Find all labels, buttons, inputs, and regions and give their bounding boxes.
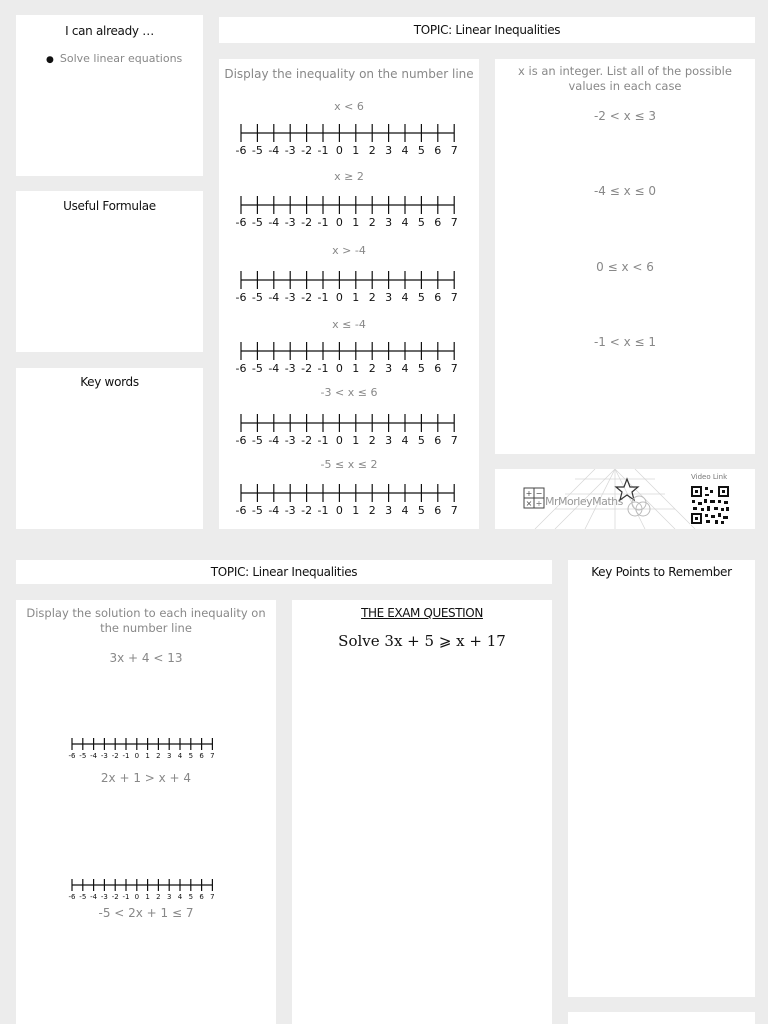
number-line-tick-label: 1 (352, 291, 360, 304)
number-line-tick-label: -6 (68, 893, 76, 901)
number-line-tick-label: -3 (284, 291, 296, 304)
number-line-tick-label: 3 (385, 504, 393, 517)
number-line-tick-label: -1 (317, 291, 329, 304)
inequality-label: x < 6 (334, 100, 364, 113)
can-already-panel (16, 15, 203, 176)
svg-text:−: − (535, 489, 543, 498)
solution-panel (16, 600, 276, 1024)
number-line-tick-label: -1 (317, 362, 329, 375)
number-line-tick-label: 6 (199, 752, 204, 760)
brand-panel (495, 469, 755, 529)
number-line-tick-label: 0 (335, 291, 343, 304)
number-line-tick-label: 4 (177, 752, 183, 760)
number-line-tick-label: 6 (434, 144, 442, 157)
number-line-tick-label: 6 (434, 362, 442, 375)
number-line-tick-label: 3 (385, 291, 393, 304)
number-line-tick-label: 7 (450, 291, 458, 304)
number-line-tick-label: -3 (284, 144, 296, 157)
number-line-tick-label: -3 (284, 216, 296, 229)
number-line-tick-label: 7 (450, 434, 458, 447)
number-line-tick-label: 7 (210, 893, 215, 901)
number-line-tick-label: 1 (145, 893, 150, 901)
number-line-tick-label: -3 (284, 434, 296, 447)
number-line-tick-label: 6 (434, 291, 442, 304)
number-line-tick-label: -5 (251, 144, 263, 157)
number-line-tick-label: 5 (417, 504, 425, 517)
number-line-tick-label: 5 (188, 893, 194, 901)
star-venn-icon (613, 477, 657, 521)
number-line-tick-label: -1 (122, 893, 130, 901)
brand-name: MrMorleyMaths (545, 495, 623, 508)
number-line-wrap (233, 409, 462, 449)
number-line-tick-label: -2 (301, 216, 313, 229)
number-line-tick-label: -1 (317, 434, 329, 447)
number-line-wrap (68, 876, 216, 903)
number-line-tick-label: 4 (401, 362, 409, 375)
exam-question: Solve 3x + 5 ⩾ x + 17 (338, 632, 506, 650)
number-line-tick-label: 0 (134, 893, 140, 901)
number-line-tick-label: -4 (268, 362, 280, 375)
number-line-instruction: Display the inequality on the number line (224, 67, 474, 81)
number-line-tick-label: -6 (68, 752, 76, 760)
bullet-icon: ● (46, 55, 54, 65)
number-line-tick-label: 1 (352, 362, 360, 375)
number-line (233, 337, 462, 377)
number-line-wrap (233, 266, 462, 306)
number-line-tick-label: -6 (235, 144, 247, 157)
number-line-tick-label: -4 (90, 752, 98, 760)
number-line-tick-label: -2 (111, 752, 119, 760)
number-line-tick-label: -1 (317, 504, 329, 517)
integer-case: -4 ≤ x ≤ 0 (593, 184, 657, 198)
video-link-label: Video Link (691, 473, 728, 481)
number-line-tick-label: -6 (235, 291, 247, 304)
number-line-tick-label: -2 (301, 504, 313, 517)
number-line (233, 409, 462, 449)
number-line-tick-label: -5 (79, 752, 87, 760)
number-line-tick-label: 6 (434, 504, 442, 517)
number-line-tick-label: 3 (166, 893, 172, 901)
key-points-panel (568, 560, 755, 997)
svg-text:+: + (525, 489, 533, 498)
number-line-tick-label: 5 (417, 362, 425, 375)
svg-text:÷: ÷ (535, 499, 543, 508)
number-line-tick-label: 4 (401, 434, 409, 447)
number-line-tick-label: 7 (450, 362, 458, 375)
number-line-tick-label: -3 (284, 504, 296, 517)
number-line (68, 735, 216, 762)
number-line-tick-label: 4 (401, 504, 409, 517)
number-line-tick-label: 4 (177, 893, 183, 901)
bottom-topic-title: TOPIC: Linear Inequalities (210, 565, 358, 579)
number-line-tick-label: -6 (235, 216, 247, 229)
number-line-tick-label: -4 (90, 893, 98, 901)
number-line-tick-label: -5 (79, 893, 87, 901)
number-line-tick-label: 6 (434, 216, 442, 229)
solution-inequality: 3x + 4 < 13 (109, 651, 183, 665)
inequality-label: -5 ≤ x ≤ 2 (320, 458, 378, 471)
key-words-title: Key words (80, 375, 139, 389)
number-line-tick-label: -1 (122, 752, 130, 760)
number-line-tick-label: -4 (268, 216, 280, 229)
number-line-tick-label: 1 (352, 434, 360, 447)
number-line-tick-label: 1 (145, 752, 150, 760)
number-line (233, 119, 462, 159)
number-line-tick-label: -2 (301, 291, 313, 304)
number-line-tick-label: 4 (401, 144, 409, 157)
number-line-tick-label: -1 (317, 144, 329, 157)
can-already-item (46, 52, 203, 65)
number-line-tick-label: -5 (251, 504, 263, 517)
inequality-label: x > -4 (332, 244, 366, 257)
number-line (68, 876, 216, 903)
integer-case: -2 < x ≤ 3 (593, 109, 657, 123)
can-already-title: I can already … (65, 24, 154, 38)
number-line-tick-label: 0 (335, 216, 343, 229)
number-line-tick-label: -5 (251, 362, 263, 375)
integer-case: -1 < x ≤ 1 (593, 335, 657, 349)
calculator-icon (523, 487, 545, 509)
number-line-tick-label: 7 (450, 144, 458, 157)
integer-instruction: x is an integer. List all of the possible values in each case (518, 64, 732, 93)
number-line-tick-label: 7 (450, 504, 458, 517)
number-line-tick-label: -2 (301, 362, 313, 375)
number-line-tick-label: 3 (385, 434, 393, 447)
number-line-tick-label: -2 (301, 144, 313, 157)
number-line-tick-label: -6 (235, 504, 247, 517)
number-line-tick-label: 5 (417, 144, 425, 157)
number-line-tick-label: 2 (156, 752, 161, 760)
number-line-tick-label: 3 (385, 144, 393, 157)
number-line-tick-label: 1 (352, 144, 360, 157)
number-line-tick-label: 1 (352, 216, 360, 229)
solution-inequality: -5 < 2x + 1 ≤ 7 (98, 906, 194, 920)
number-line (233, 479, 462, 519)
number-line-tick-label: -3 (100, 752, 108, 760)
number-line-wrap (68, 735, 216, 762)
solution-inequality: 2x + 1 > x + 4 (100, 771, 192, 785)
number-line-tick-label: 0 (335, 144, 343, 157)
number-line-wrap (233, 479, 462, 519)
number-line-tick-label: -4 (268, 434, 280, 447)
integer-values-panel (495, 59, 755, 454)
number-line-tick-label: 3 (385, 362, 393, 375)
number-line-tick-label: 5 (417, 216, 425, 229)
number-line-tick-label: -5 (251, 216, 263, 229)
number-line-tick-label: 4 (401, 291, 409, 304)
key-words-panel (16, 368, 203, 529)
number-line-tick-label: 5 (188, 752, 194, 760)
number-line-tick-label: 1 (352, 504, 360, 517)
number-line-tick-label: 7 (210, 752, 215, 760)
number-line-tick-label: -4 (268, 144, 280, 157)
number-line-tick-label: -3 (284, 362, 296, 375)
number-line-tick-label: 7 (450, 216, 458, 229)
next-page-panel (568, 1012, 755, 1024)
number-line-tick-label: -5 (251, 291, 263, 304)
can-already-item-text: Solve linear equations (59, 52, 183, 65)
number-line-tick-label: -4 (268, 504, 280, 517)
number-line-tick-label: -3 (100, 893, 108, 901)
number-line (233, 266, 462, 306)
number-line-tick-label: 2 (368, 362, 376, 375)
number-line-tick-label: 2 (368, 504, 376, 517)
number-line-wrap (233, 337, 462, 377)
useful-formulae-panel (16, 191, 203, 352)
solution-instruction: Display the solution to each inequality on the number line (26, 606, 266, 635)
number-line-tick-label: -6 (235, 362, 247, 375)
number-line-tick-label: -2 (301, 434, 313, 447)
inequality-label: x ≤ -4 (332, 318, 366, 331)
number-line-tick-label: -4 (268, 291, 280, 304)
topic-banner (219, 17, 755, 43)
exam-title: THE EXAM QUESTION (361, 606, 483, 620)
useful-formulae-title: Useful Formulae (63, 199, 156, 213)
number-line-tick-label: 3 (385, 216, 393, 229)
number-line-tick-label: -6 (235, 434, 247, 447)
integer-case: 0 ≤ x < 6 (596, 260, 654, 274)
inequality-label: x ≥ 2 (334, 170, 364, 183)
number-line-tick-label: 2 (156, 893, 161, 901)
number-line-tick-label: 2 (368, 144, 376, 157)
number-line-tick-label: 4 (401, 216, 409, 229)
number-line-tick-label: 0 (335, 434, 343, 447)
inequality-label: -3 < x ≤ 6 (320, 386, 378, 399)
number-line-tick-label: 0 (134, 752, 140, 760)
number-line-tick-label: 3 (166, 752, 172, 760)
number-line-tick-label: 2 (368, 291, 376, 304)
number-line-tick-label: 0 (335, 504, 343, 517)
number-line-tick-label: 6 (434, 434, 442, 447)
number-line-tick-label: 2 (368, 216, 376, 229)
number-line-tick-label: 5 (417, 291, 425, 304)
number-line-wrap (233, 119, 462, 159)
exam-question-panel (292, 600, 552, 1024)
number-line-tick-label: 2 (368, 434, 376, 447)
topic-title: TOPIC: Linear Inequalities (413, 23, 561, 37)
number-line-tick-label: -2 (111, 893, 119, 901)
number-line-wrap (233, 191, 462, 231)
number-line-tick-label: -1 (317, 216, 329, 229)
number-line-tick-label: 6 (199, 893, 204, 901)
number-line-tick-label: 0 (335, 362, 343, 375)
number-line-tick-label: -5 (251, 434, 263, 447)
number-line-tick-label: 5 (417, 434, 425, 447)
number-line (233, 191, 462, 231)
number-line-panel (219, 59, 479, 529)
qr-code-icon[interactable] (690, 485, 730, 525)
key-points-title: Key Points to Remember (591, 565, 732, 579)
svg-text:×: × (525, 499, 533, 508)
bottom-topic-banner (16, 560, 552, 584)
